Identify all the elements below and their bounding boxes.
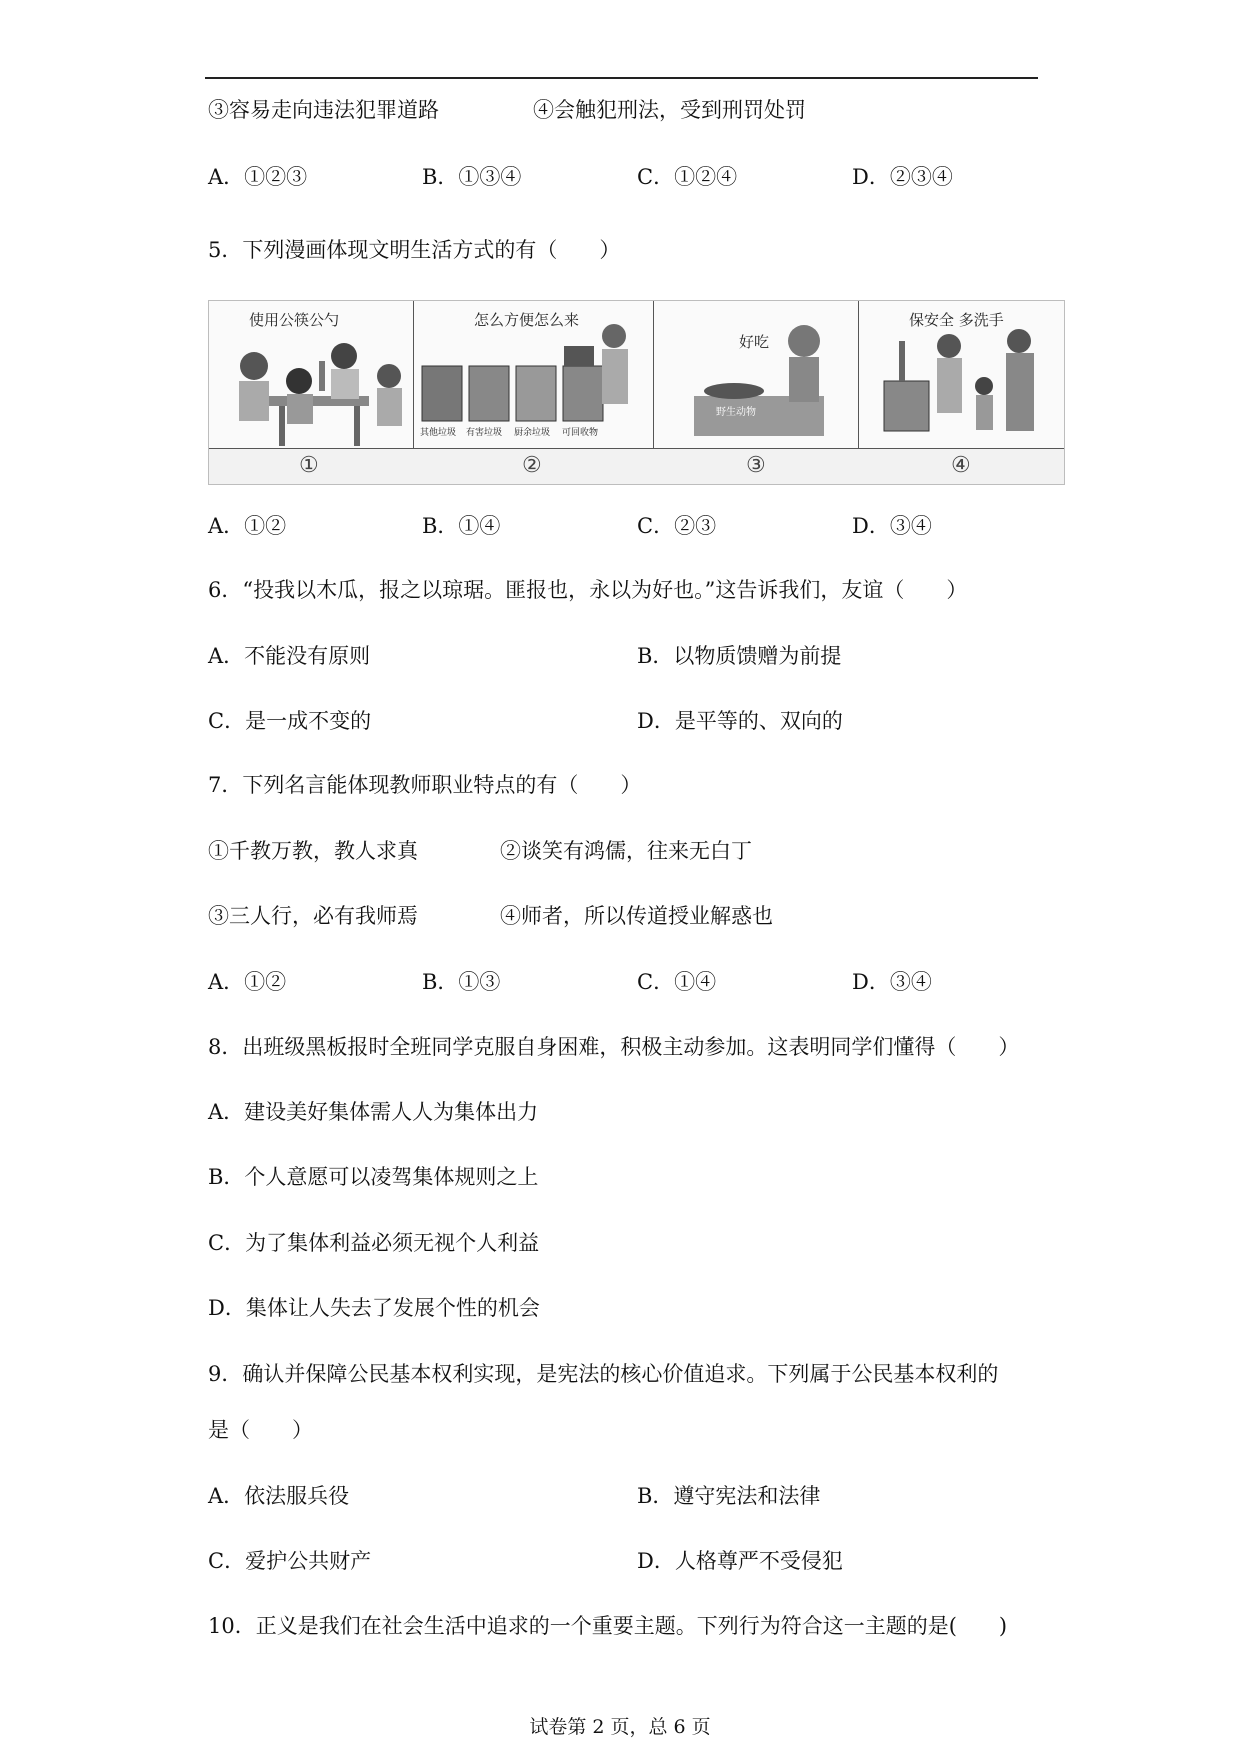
q9-option-c: C．爱护公共财产 <box>208 1549 372 1573</box>
header-rule <box>205 77 1038 79</box>
q8-option-d: D．集体让人失去了发展个性的机会 <box>208 1296 540 1320</box>
q4-option-d: D．②③④ <box>852 165 953 189</box>
q6-option-c: C．是一成不变的 <box>208 709 372 733</box>
bin-label-recyclable: 可回收物 <box>562 428 599 438</box>
comic-panel-4 <box>859 301 1064 478</box>
q7-statement-2: ②谈笑有鸿儒，往来无白丁 <box>500 839 752 863</box>
q5-option-c: C．②③ <box>637 514 717 538</box>
q8-option-c: C．为了集体利益必须无视个人利益 <box>208 1231 540 1255</box>
q6-option-d: D．是平等的、双向的 <box>637 709 843 733</box>
q5-option-d: D．③④ <box>852 514 932 538</box>
q9-option-b: B．遵守宪法和法律 <box>637 1484 821 1508</box>
q7-option-b: B．①③ <box>422 970 501 994</box>
q9-question-line2: 是（ ） <box>208 1418 313 1442</box>
bin-label-other: 其他垃圾 <box>420 428 457 438</box>
comic-panel-4-caption: 保安全 多洗手 <box>909 311 1004 329</box>
q8-question: 8．出班级黑板报时全班同学克服自身困难，积极主动参加。这表明同学们懂得（ ） <box>208 1035 1020 1059</box>
comic-panel-3 <box>654 301 859 478</box>
q5-option-b: B．①④ <box>422 514 501 538</box>
q4-statement-3: ③容易走向违法犯罪道路 <box>208 98 439 122</box>
page-footer: 试卷第 2 页，总 6 页 <box>529 1716 711 1738</box>
q7-option-d: D．③④ <box>852 970 932 994</box>
comic-panel-1-number: ① <box>299 453 319 478</box>
bin-label-kitchen: 厨余垃圾 <box>514 428 551 438</box>
comic-panel-2-number: ② <box>522 453 542 478</box>
comic-panel-1-caption: 使用公筷公勺 <box>249 311 340 329</box>
q8-option-b: B．个人意愿可以凌驾集体规则之上 <box>208 1165 539 1189</box>
comic-panel-4-number: ④ <box>951 453 971 478</box>
q5-question: 5．下列漫画体现文明生活方式的有（ ） <box>208 238 621 262</box>
comic-panel-3-number: ③ <box>746 453 766 478</box>
q7-statement-1: ①千教万教，教人求真 <box>208 839 418 863</box>
q7-question: 7．下列名言能体现教师职业特点的有（ ） <box>208 773 642 797</box>
q5-comic-strip <box>208 300 1065 485</box>
wild-animal-eating-illustration <box>654 301 859 449</box>
q9-option-d: D．人格尊严不受侵犯 <box>637 1549 843 1573</box>
q4-statement-4: ④会触犯刑法，受到刑罚处罚 <box>533 98 806 122</box>
wild-animal-sign: 野生动物 <box>716 407 756 418</box>
q4-option-c: C．①②④ <box>637 165 738 189</box>
comic-panel-1 <box>209 301 414 478</box>
q4-option-b: B．①③④ <box>422 165 522 189</box>
comic-panel-2 <box>414 301 654 478</box>
q7-statement-4: ④师者，所以传道授业解惑也 <box>500 904 773 928</box>
q7-option-c: C．①④ <box>637 970 717 994</box>
q9-option-a: A．依法服兵役 <box>208 1484 350 1508</box>
comic-panel-2-caption: 怎么方便怎么来 <box>474 311 580 329</box>
bin-label-hazardous: 有害垃圾 <box>466 428 503 438</box>
q4-option-a: A．①②③ <box>208 165 308 189</box>
q6-option-a: A．不能没有原则 <box>208 644 371 668</box>
q5-option-a: A．①② <box>208 514 287 538</box>
q7-option-a: A．①② <box>208 970 287 994</box>
q6-option-b: B．以物质馈赠为前提 <box>637 644 842 668</box>
q8-option-a: A．建设美好集体需人人为集体出力 <box>208 1100 539 1124</box>
q6-question: 6．“投我以木瓜，报之以琼琚。匪报也，永以为好也。”这告诉我们，友谊（ ） <box>208 578 968 602</box>
q7-statement-3: ③三人行，必有我师焉 <box>208 904 418 928</box>
q10-question: 10．正义是我们在社会生活中追求的一个重要主题。下列行为符合这一主题的是( ) <box>208 1614 1008 1638</box>
q9-question-line1: 9．确认并保障公民基本权利实现，是宪法的核心价值追求。下列属于公民基本权利的 <box>208 1362 999 1386</box>
comic-panel-3-caption: 好吃 <box>739 333 770 351</box>
